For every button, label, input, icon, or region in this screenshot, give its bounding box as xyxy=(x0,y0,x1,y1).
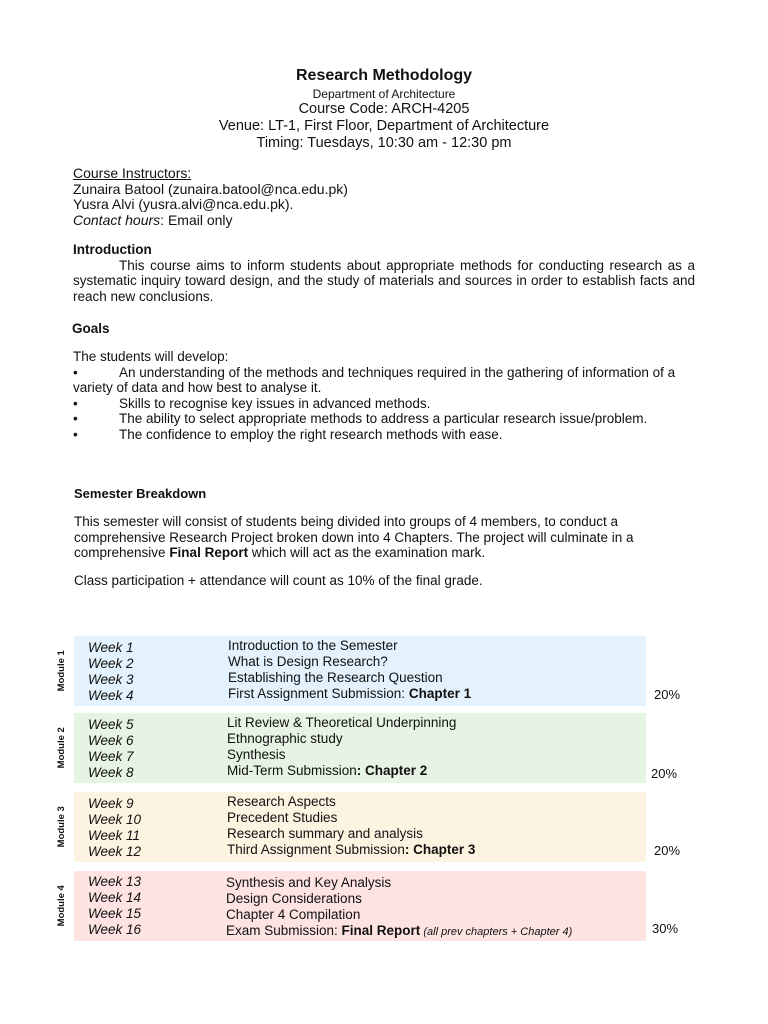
topic-item: Exam Submission: Final Report (all prev chapters + Chapter 4) xyxy=(226,923,573,938)
module-percent: 20% xyxy=(651,766,678,781)
goals-section xyxy=(73,349,685,442)
week-label: Week 16 xyxy=(88,922,142,937)
week-label: Week 5 xyxy=(88,717,134,732)
topic-item: Synthesis and Key Analysis xyxy=(226,875,392,890)
goal-text: An understanding of the methods and techniques required in the gathering of information of a variety of data and how best to analyse it. xyxy=(73,364,676,395)
contact-hours-value: : Email only xyxy=(160,211,233,228)
week-label: Week 1 xyxy=(88,640,134,655)
semester-heading xyxy=(74,486,696,502)
document-title: Research Methodology xyxy=(295,67,473,84)
module-2-block xyxy=(74,713,646,783)
module-label: Module 1 xyxy=(56,650,68,692)
module-3-block xyxy=(74,792,646,862)
participation-line: Class participation + attendance will count as 10% of the final grade. xyxy=(74,573,483,588)
week-label: Week 2 xyxy=(88,656,134,671)
goal-text: The ability to select appropriate methods to address a particular research issue/problem. xyxy=(119,411,648,426)
instructor-line: Zunaira Batool (zunaira.batool@nca.edu.pk) xyxy=(73,180,348,197)
week-label: Week 10 xyxy=(88,812,142,827)
week-label: Week 7 xyxy=(88,749,134,764)
topic-item: Ethnographic study xyxy=(227,731,343,746)
bullet-icon: • xyxy=(73,395,78,411)
instructors-heading: Course Instructors: xyxy=(73,165,192,181)
topic-note: (all prev chapters + Chapter 4) xyxy=(420,926,573,938)
week-label: Week 14 xyxy=(88,890,142,905)
goal-item xyxy=(73,411,685,427)
module-4-block xyxy=(74,871,646,941)
bullet-icon: • xyxy=(73,426,78,442)
goals-lead: The students will develop: xyxy=(73,349,229,364)
course-code-line: Course Code: ARCH-4205 xyxy=(298,101,470,117)
topic-item: Research summary and analysis xyxy=(227,826,423,841)
goals-heading-text: Goals xyxy=(72,321,110,336)
topic-item: Chapter 4 Compilation xyxy=(226,907,361,922)
module-label: Module 2 xyxy=(56,727,68,769)
contact-hours-line xyxy=(73,213,695,229)
topic-item: Research Aspects xyxy=(227,794,336,809)
goal-text: Skills to recognise key issues in advanced methods. xyxy=(119,395,431,411)
bullet-icon: • xyxy=(73,364,78,380)
semester-heading-text: Semester Breakdown xyxy=(74,486,207,501)
week-label: Week 9 xyxy=(88,796,134,811)
week-label: Week 12 xyxy=(88,844,142,859)
goal-item xyxy=(73,396,685,412)
week-list xyxy=(88,717,134,781)
week-label: Week 4 xyxy=(88,688,134,703)
module-1-block xyxy=(74,636,646,706)
week-label: Week 3 xyxy=(88,672,134,687)
module-percent: 30% xyxy=(652,921,679,936)
venue-line: Venue: LT-1, First Floor, Department of Architecture xyxy=(218,118,550,134)
goal-item xyxy=(73,365,685,396)
topic-item: Synthesis xyxy=(227,747,286,762)
topic-list xyxy=(226,875,572,940)
topic-list xyxy=(227,715,456,779)
module-percent: 20% xyxy=(654,843,681,858)
module-label: Module 4 xyxy=(56,885,68,927)
introduction-heading: Introduction xyxy=(73,242,152,257)
topic-item: First Assignment Submission: Chapter 1 xyxy=(228,686,472,701)
week-list xyxy=(88,874,141,938)
document-header xyxy=(0,66,768,152)
goals-heading xyxy=(72,321,694,337)
week-list xyxy=(88,640,134,704)
topic-item: What is Design Research? xyxy=(228,654,388,669)
introduction-section xyxy=(73,242,695,304)
goal-item xyxy=(73,427,685,443)
week-label: Week 8 xyxy=(88,765,134,780)
week-label: Week 13 xyxy=(88,874,142,889)
module-label: Module 3 xyxy=(56,806,68,848)
goal-text: The confidence to employ the right research methods with ease. xyxy=(119,426,503,442)
topic-item: Introduction to the Semester xyxy=(228,638,398,653)
semester-text-end: which will act as the examination mark. xyxy=(248,545,486,560)
topic-item: Establishing the Research Question xyxy=(228,670,443,685)
instructor-line: Yusra Alvi (yusra.alvi@nca.edu.pk). xyxy=(73,196,294,212)
week-label: Week 15 xyxy=(88,906,142,921)
week-label: Week 11 xyxy=(88,828,141,843)
instructors-section xyxy=(73,166,695,228)
department-line: Department of Architecture xyxy=(312,87,456,101)
topic-list xyxy=(227,794,475,858)
contact-hours-label: Contact hours xyxy=(73,211,161,228)
semester-paragraph xyxy=(74,514,688,561)
topic-item: Lit Review & Theoretical Underpinning xyxy=(227,715,457,730)
topic-item: Design Considerations xyxy=(226,891,362,906)
module-percent: 20% xyxy=(654,687,681,702)
bullet-icon: • xyxy=(73,411,78,426)
topic-list xyxy=(228,638,471,702)
semester-text-bold: Final Report xyxy=(169,545,249,560)
introduction-text: This course aims to inform students about appropriate methods for conducting research as a systematic inquiry toward design, and the study of materials and sources in order to establish facts and reach new conclusions. xyxy=(73,257,695,304)
semester-text-start: This semester will consist of students being divided into groups of 4 members, to conduct a comprehensive Research Project broken down into 4 Chapters. The project will culminate in a comprehensive xyxy=(74,514,634,560)
topic-item: Mid-Term Submission: Chapter 2 xyxy=(227,763,428,778)
week-list xyxy=(88,796,141,860)
week-label: Week 6 xyxy=(88,733,134,748)
timing-line: Timing: Tuesdays, 10:30 am - 12:30 pm xyxy=(256,135,512,151)
topic-item: Third Assignment Submission: Chapter 3 xyxy=(227,842,476,857)
topic-item: Precedent Studies xyxy=(227,810,338,825)
